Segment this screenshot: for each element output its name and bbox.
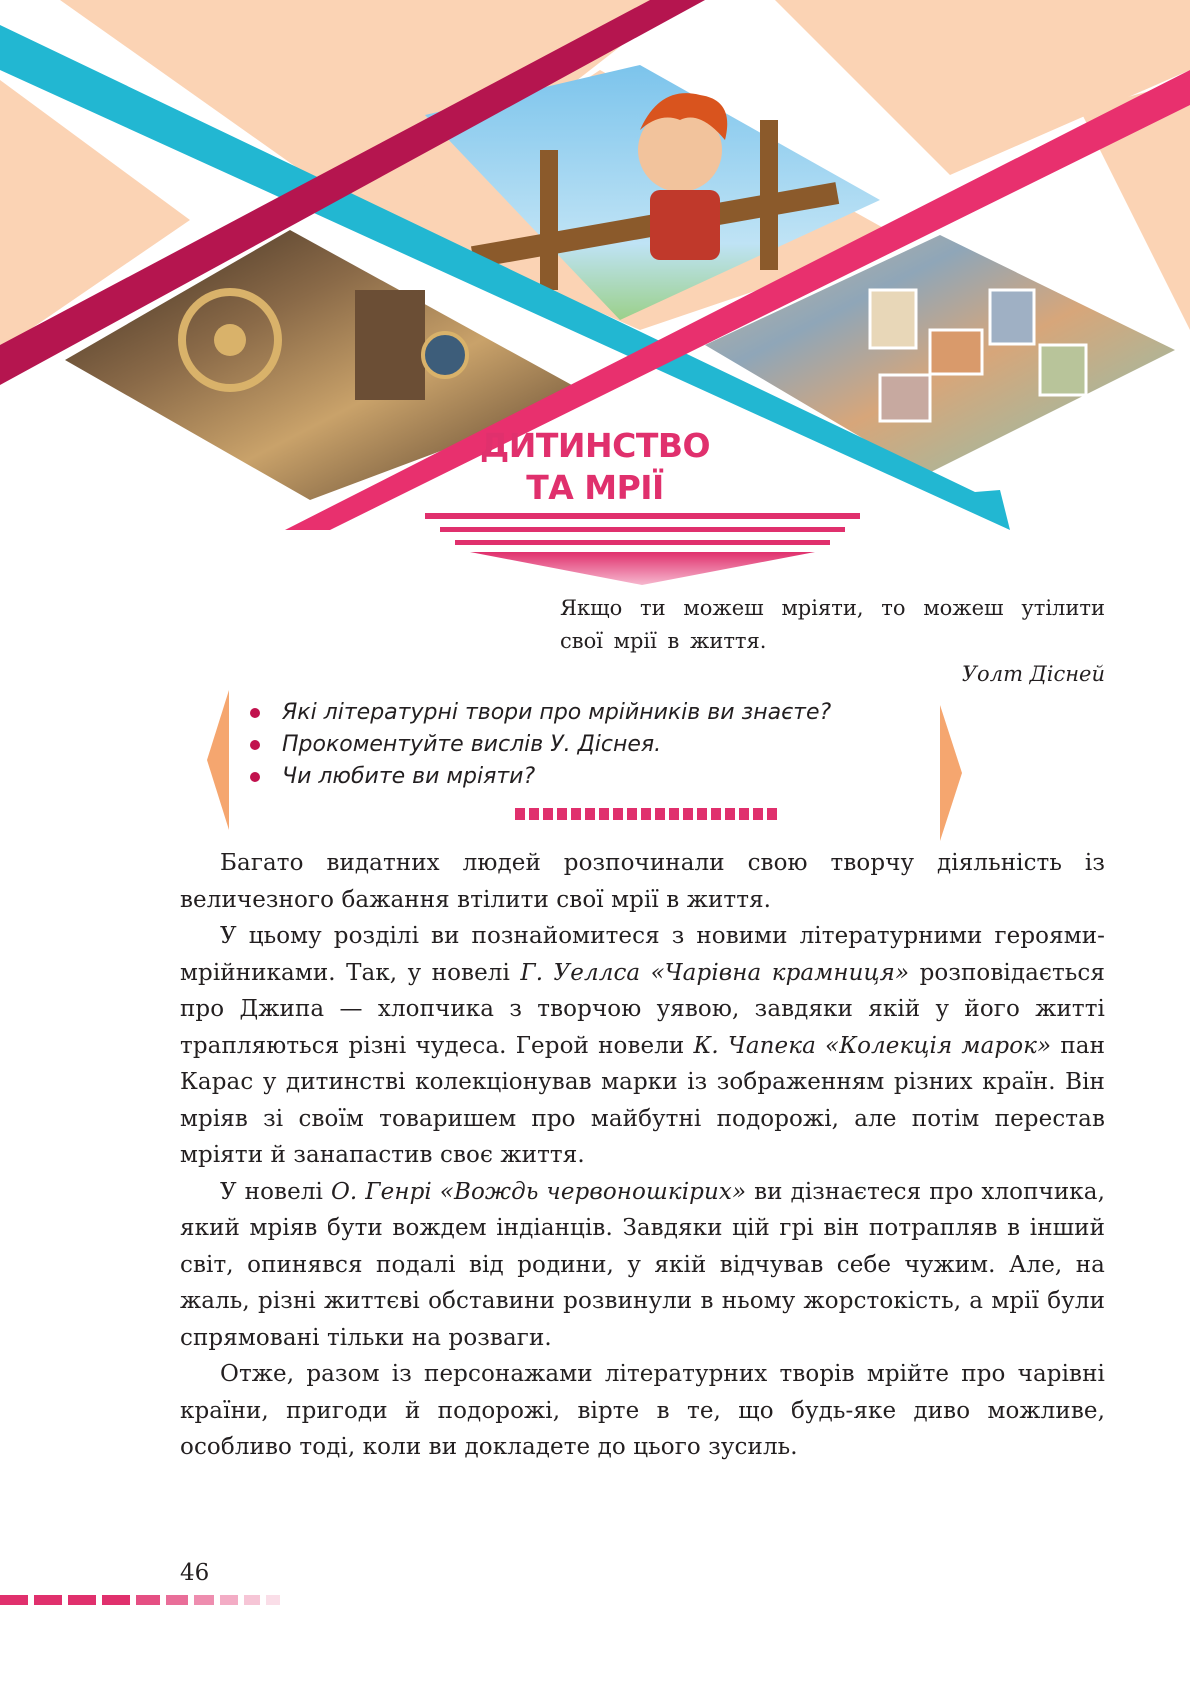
work-reference: К. Чапека «Колекція марок» [693,1032,1052,1059]
stamp-1 [870,290,916,348]
body-paragraph-2 [180,918,1105,1174]
workshop-gear-hub [214,324,246,356]
section-title-line-2: ТА МРІЇ [526,468,664,507]
question-item [250,761,930,793]
fence-post-right [760,120,778,270]
page-number: 46 [180,1560,210,1586]
questions-left-arrow [207,690,229,830]
section-title-line-1: ДИТИНСТВО [479,426,711,465]
title-bar-1 [425,513,860,519]
bullet-icon [250,740,260,750]
question-item [250,697,930,729]
text-span: У цьому розділі ви познайомитеся з новими літературними героями-мрійниками. Так, у новелі [180,923,1105,986]
section-title [445,425,745,509]
work-reference: Г. Уеллса «Чарівна крамниця» [520,959,910,986]
body-paragraph-1: Багато видатних людей розпочинали свою творчу діяльність із величезного бажання втілити свої мрії в життя. [180,850,1105,913]
body-paragraph-4: Отже, разом із персонажами літературних творів мрійте про чарівні країни, пригоди й подорожі, вірте в те, що будь-яке диво можливе, особливо тоді, коли ви докладете до цього зусиль. [180,1361,1105,1460]
text-span: У новелі [220,1178,331,1205]
epigraph-author: Уолт Дісней [961,662,1105,686]
body-paragraph-3 [180,1174,1105,1357]
question-text: Прокоментуйте вислів У. Діснея. [282,732,662,757]
footer-dash-strip [0,1595,300,1607]
fence-post-left [540,150,558,290]
boy-shirt [650,190,720,260]
body-text [180,845,1105,1466]
text-span: розповідається про Джипа — хлопчика з творчою уявою, завдяки якій у його житті трапляються різні чудеса. Герой новели [180,959,1105,1059]
workshop-cabinet [355,290,425,400]
epigraph [560,592,1105,691]
title-bar-2 [440,527,845,532]
questions-list [250,697,930,793]
stamp-2 [930,330,982,374]
bullet-icon [250,708,260,718]
question-text: Які літературні твори про мрійників ви знаєте? [282,700,832,725]
workshop-dial [423,333,467,377]
epigraph-quote: Якщо ти можеш мріяти, то можеш утілити свої мрії в життя. [560,596,1105,653]
text-span: пан Карас у дитинстві колекціонував марки із зображенням різних країн. Він мріяв зі своїм товаришем про майбутні подорожі, але потім перестав мріяти й занапастив своє життя. [180,1032,1105,1168]
title-pointer [470,552,815,585]
question-item [250,729,930,761]
work-reference: О. Генрі «Вождь червоношкірих» [330,1178,747,1205]
stamp-4 [880,375,930,421]
title-bar-3 [455,540,830,545]
questions-dash-strip [515,808,780,820]
bullet-icon [250,772,260,782]
question-text: Чи любите ви мріяти? [282,764,536,789]
stamp-3 [990,290,1034,344]
stamp-5 [1040,345,1086,395]
text-span: ви дізнаєтеся про хлопчика, який мріяв бути вождем індіанців. Завдяки цій грі він потрапляв в інший світ, опинявся подалі від родини, у якій відчував себе чужим. Але, на жаль, різні життєві обставини розвинули в ньому жорстокість, а мрії були спрямовані тільки на розваги. [180,1178,1105,1351]
questions-right-arrow [940,705,962,841]
